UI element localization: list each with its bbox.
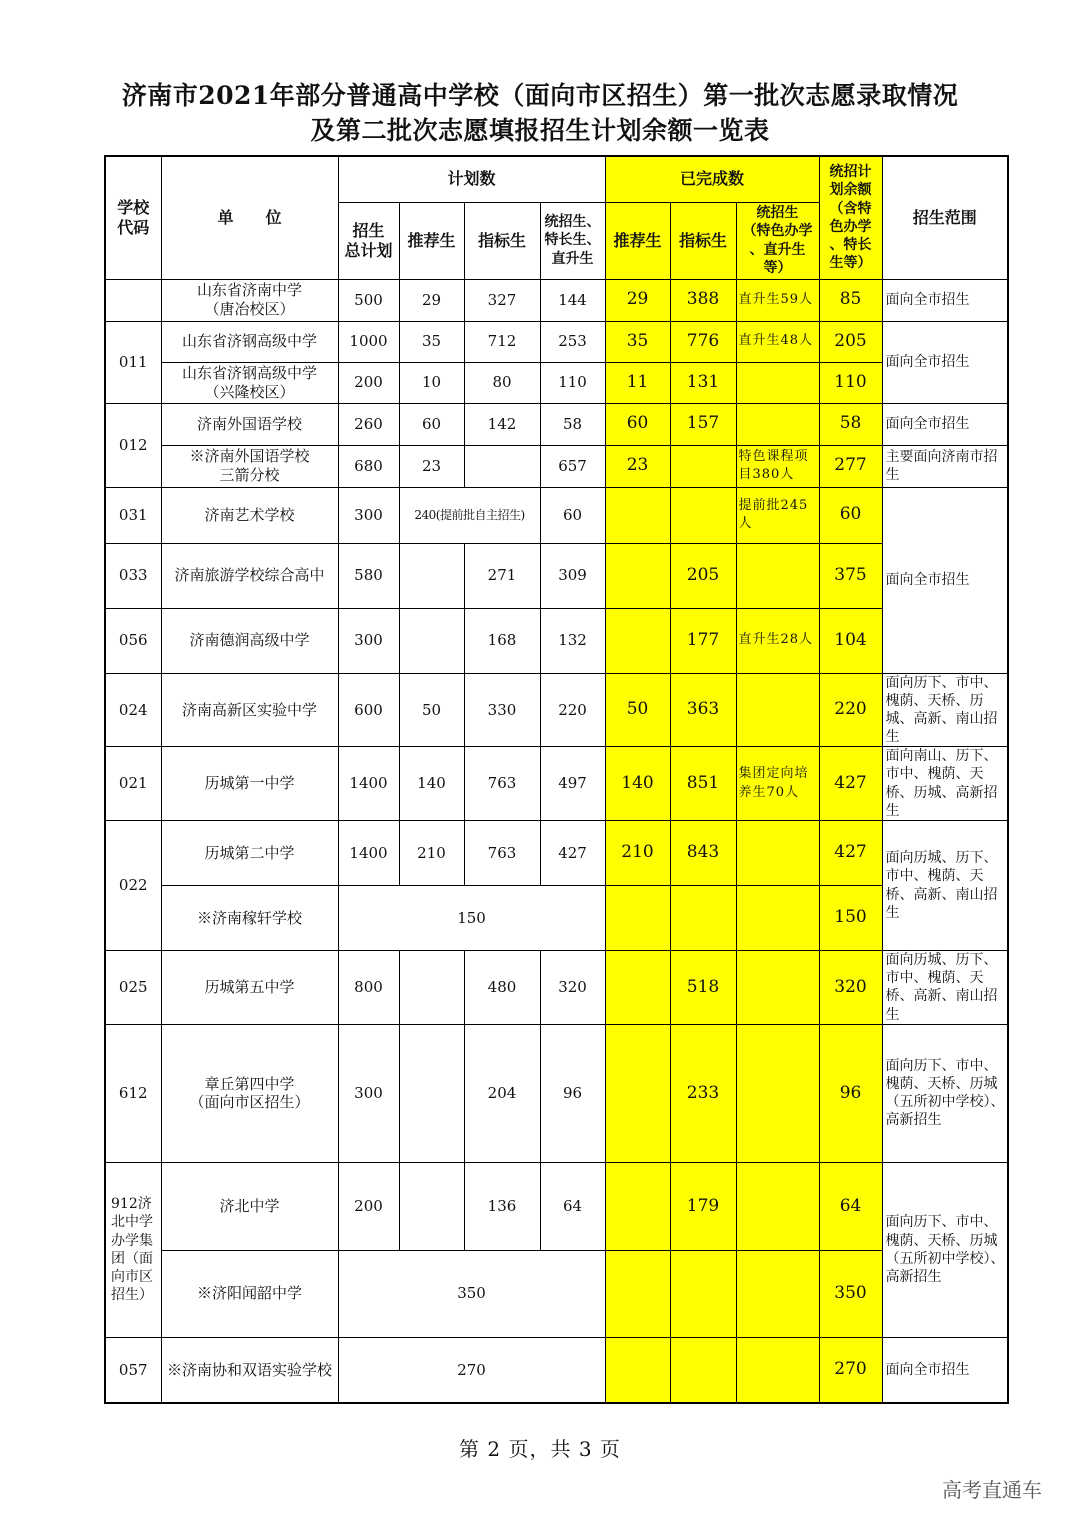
header-plan-idx: 指标生 xyxy=(464,202,540,279)
remaining-quota: 104 xyxy=(819,608,882,673)
page-footer: 第 2 页，共 3 页 xyxy=(459,1437,621,1461)
table-row xyxy=(105,951,1008,1025)
done-idx: 157 xyxy=(670,403,736,445)
header-plan-rec: 推荐生 xyxy=(399,202,464,279)
done-note: 提前批245人 xyxy=(736,487,819,543)
header-plan-total: 招生 总计划 xyxy=(338,202,399,279)
table-row xyxy=(105,1162,1008,1250)
enrollment-scope: 面向全市招生 xyxy=(882,403,1008,445)
done-rec xyxy=(605,1162,670,1250)
school-code: 912济北中学办学集团（面向市区招生） xyxy=(105,1162,161,1337)
school-code xyxy=(105,279,161,321)
plan-total: 300 xyxy=(338,1024,399,1162)
plan-total: 500 xyxy=(338,279,399,321)
done-idx xyxy=(670,445,736,487)
remaining-quota: 110 xyxy=(819,362,882,403)
header-plan: 计划数 xyxy=(338,156,605,202)
done-idx: 179 xyxy=(670,1162,736,1250)
plan-rec: 29 xyxy=(399,279,464,321)
school-name: ※济阳闻韶中学 xyxy=(161,1250,338,1337)
enrollment-scope: 面向全市招生 xyxy=(882,279,1008,321)
done-note: 直升生48人 xyxy=(736,321,819,362)
done-idx: 177 xyxy=(670,608,736,673)
school-code: 025 xyxy=(105,951,161,1025)
school-name: 济南德润高级中学 xyxy=(161,608,338,673)
school-name: 章丘第四中学 （面向市区招生） xyxy=(161,1024,338,1162)
done-rec: 35 xyxy=(605,321,670,362)
school-code: 033 xyxy=(105,543,161,608)
done-idx: 776 xyxy=(670,321,736,362)
table-row xyxy=(105,543,1008,608)
plan-rec xyxy=(399,543,464,608)
remaining-quota: 220 xyxy=(819,673,882,747)
enrollment-scope: 主要面向济南市招生 xyxy=(882,445,1008,487)
remaining-quota: 58 xyxy=(819,403,882,445)
remaining-quota: 270 xyxy=(819,1337,882,1403)
done-note xyxy=(736,1337,819,1403)
school-name: 济南旅游学校综合高中 xyxy=(161,543,338,608)
done-note: 直升生28人 xyxy=(736,608,819,673)
plan-rec: 60 xyxy=(399,403,464,445)
plan-rec: 23 xyxy=(399,445,464,487)
plan-idx: 763 xyxy=(464,821,540,886)
plan-total: 260 xyxy=(338,403,399,445)
school-name: 历城第二中学 xyxy=(161,821,338,886)
remaining-quota: 150 xyxy=(819,886,882,951)
table-row xyxy=(105,487,1008,543)
done-rec: 60 xyxy=(605,403,670,445)
remaining-quota: 350 xyxy=(819,1250,882,1337)
header-done-idx: 指标生 xyxy=(670,202,736,279)
school-code: 024 xyxy=(105,673,161,747)
done-note xyxy=(736,673,819,747)
remaining-quota: 205 xyxy=(819,321,882,362)
plan-rec: 140 xyxy=(399,747,464,821)
done-idx: 131 xyxy=(670,362,736,403)
done-note xyxy=(736,403,819,445)
header-code: 学校 代码 xyxy=(105,156,161,279)
done-idx: 518 xyxy=(670,951,736,1025)
enrollment-scope: 面向南山、历下、市中、槐荫、天桥、历城、高新招生 xyxy=(882,747,1008,821)
plan-idx: 204 xyxy=(464,1024,540,1162)
school-code: 022 xyxy=(105,821,161,951)
plan-idx: 136 xyxy=(464,1162,540,1250)
school-code: 012 xyxy=(105,403,161,487)
done-idx: 233 xyxy=(670,1024,736,1162)
school-code: 057 xyxy=(105,1337,161,1403)
plan-unified: 64 xyxy=(540,1162,605,1250)
done-note xyxy=(736,886,819,951)
done-idx xyxy=(670,886,736,951)
plan-unified: 58 xyxy=(540,403,605,445)
enrollment-scope: 面向全市招生 xyxy=(882,1337,1008,1403)
done-rec xyxy=(605,1250,670,1337)
table-row xyxy=(105,608,1008,673)
plan-rec xyxy=(399,951,464,1025)
plan-rec: 35 xyxy=(399,321,464,362)
done-idx: 388 xyxy=(670,279,736,321)
plan-idx: 763 xyxy=(464,747,540,821)
plan-idx: 168 xyxy=(464,608,540,673)
done-note xyxy=(736,1162,819,1250)
table-row xyxy=(105,821,1008,886)
page-title-line-2: 及第二批次志愿填报招生计划余额一览表 xyxy=(310,116,770,145)
plan-total: 200 xyxy=(338,1162,399,1250)
done-note xyxy=(736,1250,819,1337)
table-row xyxy=(105,886,1008,951)
table-row xyxy=(105,1250,1008,1337)
plan-idx: 330 xyxy=(464,673,540,747)
plan-idx: 480 xyxy=(464,951,540,1025)
school-code: 031 xyxy=(105,487,161,543)
plan-unified: 309 xyxy=(540,543,605,608)
remaining-quota: 64 xyxy=(819,1162,882,1250)
plan-unified: 96 xyxy=(540,1024,605,1162)
done-note xyxy=(736,543,819,608)
school-name: ※济南外国语学校 三箭分校 xyxy=(161,445,338,487)
plan-unified: 320 xyxy=(540,951,605,1025)
plan-idx: 712 xyxy=(464,321,540,362)
done-rec xyxy=(605,886,670,951)
table-row xyxy=(105,403,1008,445)
done-note: 集团定向培养生70人 xyxy=(736,747,819,821)
plan-merged-value: 270 xyxy=(338,1337,605,1403)
remaining-quota: 96 xyxy=(819,1024,882,1162)
done-rec: 210 xyxy=(605,821,670,886)
plan-total: 580 xyxy=(338,543,399,608)
school-code: 021 xyxy=(105,747,161,821)
done-rec: 140 xyxy=(605,747,670,821)
remaining-quota: 427 xyxy=(819,747,882,821)
table-row xyxy=(105,1337,1008,1403)
plan-total: 680 xyxy=(338,445,399,487)
plan-total: 600 xyxy=(338,673,399,747)
done-idx xyxy=(670,1250,736,1337)
school-name: 山东省济南中学 （唐冶校区） xyxy=(161,279,338,321)
school-name: 济南艺术学校 xyxy=(161,487,338,543)
table-row xyxy=(105,362,1008,403)
done-idx: 843 xyxy=(670,821,736,886)
plan-idx xyxy=(464,445,540,487)
plan-idx: 271 xyxy=(464,543,540,608)
plan-rec xyxy=(399,1162,464,1250)
school-name: 济北中学 xyxy=(161,1162,338,1250)
plan-merged-value: 350 xyxy=(338,1250,605,1337)
school-code: 011 xyxy=(105,321,161,403)
plan-idx: 327 xyxy=(464,279,540,321)
header-unit: 单 位 xyxy=(161,156,338,279)
done-rec xyxy=(605,487,670,543)
plan-total: 300 xyxy=(338,608,399,673)
plan-unified: 657 xyxy=(540,445,605,487)
done-note xyxy=(736,951,819,1025)
done-note xyxy=(736,821,819,886)
done-note: 直升生59人 xyxy=(736,279,819,321)
plan-unified: 60 xyxy=(540,487,605,543)
remaining-quota: 277 xyxy=(819,445,882,487)
enrollment-scope: 面向历下、市中、槐荫、天桥、历城、高新、南山招生 xyxy=(882,673,1008,747)
remaining-quota: 375 xyxy=(819,543,882,608)
enrollment-scope: 面向全市招生 xyxy=(882,487,1008,673)
done-note xyxy=(736,362,819,403)
enrollment-scope: 面向全市招生 xyxy=(882,321,1008,403)
done-rec: 50 xyxy=(605,673,670,747)
header-plan-unified: 统招生、 特长生、 直升生 xyxy=(540,202,605,279)
plan-unified: 144 xyxy=(540,279,605,321)
done-idx: 205 xyxy=(670,543,736,608)
enrollment-scope: 面向历城、历下、市中、槐荫、天桥、高新、南山招生 xyxy=(882,951,1008,1025)
plan-total: 200 xyxy=(338,362,399,403)
plan-unified: 220 xyxy=(540,673,605,747)
done-rec xyxy=(605,1024,670,1162)
plan-rec-idx-merged: 240(提前批自主招生) xyxy=(399,487,540,543)
table-row xyxy=(105,279,1008,321)
done-note: 特色课程项目380人 xyxy=(736,445,819,487)
done-note xyxy=(736,1024,819,1162)
done-idx: 851 xyxy=(670,747,736,821)
table-row xyxy=(105,445,1008,487)
remaining-quota: 427 xyxy=(819,821,882,886)
header-done-rec: 推荐生 xyxy=(605,202,670,279)
done-rec: 29 xyxy=(605,279,670,321)
plan-total: 300 xyxy=(338,487,399,543)
plan-total: 1400 xyxy=(338,747,399,821)
plan-unified: 110 xyxy=(540,362,605,403)
plan-rec: 210 xyxy=(399,821,464,886)
plan-total: 1400 xyxy=(338,821,399,886)
school-name: ※济南稼轩学校 xyxy=(161,886,338,951)
header-row-1 xyxy=(105,156,1008,202)
school-name: ※济南协和双语实验学校 xyxy=(161,1337,338,1403)
plan-rec: 50 xyxy=(399,673,464,747)
plan-total: 800 xyxy=(338,951,399,1025)
plan-unified: 132 xyxy=(540,608,605,673)
header-done: 已完成数 xyxy=(605,156,819,202)
done-rec: 11 xyxy=(605,362,670,403)
plan-rec xyxy=(399,608,464,673)
plan-idx: 80 xyxy=(464,362,540,403)
school-name: 济南外国语学校 xyxy=(161,403,338,445)
header-remain: 统招计 划余额 （含特 色办学 、特长 生等） xyxy=(819,156,882,279)
enrollment-scope: 面向历城、历下、市中、槐荫、天桥、高新、南山招生 xyxy=(882,821,1008,951)
table-row xyxy=(105,747,1008,821)
done-idx: 363 xyxy=(670,673,736,747)
watermark: 高考直通车 xyxy=(942,1478,1042,1502)
plan-merged-value: 150 xyxy=(338,886,605,951)
table-row xyxy=(105,1024,1008,1162)
table-row xyxy=(105,321,1008,362)
school-name: 山东省济钢高级中学 xyxy=(161,321,338,362)
plan-idx: 142 xyxy=(464,403,540,445)
remaining-quota: 85 xyxy=(819,279,882,321)
plan-rec: 10 xyxy=(399,362,464,403)
plan-unified: 497 xyxy=(540,747,605,821)
school-name: 历城第一中学 xyxy=(161,747,338,821)
enrollment-scope: 面向历下、市中、槐荫、天桥、历城（五所初中学校）、高新招生 xyxy=(882,1162,1008,1337)
school-name: 济南高新区实验中学 xyxy=(161,673,338,747)
school-name: 历城第五中学 xyxy=(161,951,338,1025)
done-idx xyxy=(670,487,736,543)
done-rec xyxy=(605,1337,670,1403)
table-row xyxy=(105,673,1008,747)
done-idx xyxy=(670,1337,736,1403)
header-scope: 招生范围 xyxy=(882,156,1008,279)
admission-table xyxy=(104,155,1009,1404)
done-rec xyxy=(605,543,670,608)
school-name: 山东省济钢高级中学 （兴隆校区） xyxy=(161,362,338,403)
plan-unified: 253 xyxy=(540,321,605,362)
remaining-quota: 60 xyxy=(819,487,882,543)
done-rec xyxy=(605,608,670,673)
school-code: 056 xyxy=(105,608,161,673)
done-rec xyxy=(605,951,670,1025)
school-code: 612 xyxy=(105,1024,161,1162)
enrollment-scope: 面向历下、市中、槐荫、天桥、历城（五所初中学校）、高新招生 xyxy=(882,1024,1008,1162)
plan-unified: 427 xyxy=(540,821,605,886)
plan-total: 1000 xyxy=(338,321,399,362)
plan-rec xyxy=(399,1024,464,1162)
page-title-line-1: 济南市2021年部分普通高中学校（面向市区招生）第一批次志愿录取情况 xyxy=(121,81,959,110)
done-rec: 23 xyxy=(605,445,670,487)
header-done-unified: 统招生 （特色办学 、直升生 等） xyxy=(736,202,819,279)
remaining-quota: 320 xyxy=(819,951,882,1025)
